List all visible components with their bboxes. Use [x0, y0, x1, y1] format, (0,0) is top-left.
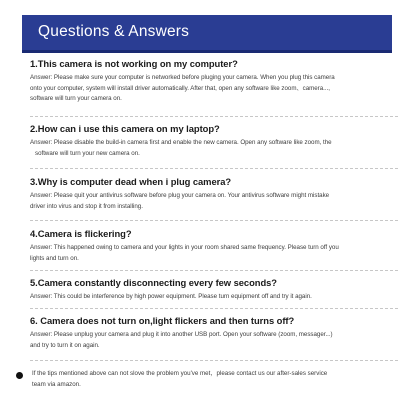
tip-line: If the tips mentioned above can not slove the problem you've met，please contact us our after-sales service: [32, 370, 328, 377]
faq-item-4: [30, 228, 402, 264]
faq-item-5: [30, 277, 402, 303]
faq-question: 3.Why is computer dead when i plug camera?: [30, 176, 232, 187]
faq-question: 1.This camera is not working on my computer?: [30, 58, 238, 69]
answer-line: Answer: Please make sure your computer is networked before pluging your camera. When you plug this camera: [30, 74, 335, 81]
tip-line: team via amazon.: [32, 381, 81, 388]
divider: [30, 308, 398, 309]
answer-line: Answer: This happened owing to camera and your lights in your room shared same frequency. Please turn off you: [30, 244, 339, 251]
faq-answer: [30, 292, 402, 303]
faq-answer: [30, 330, 402, 351]
divider: [30, 168, 398, 169]
faq-question: 2.How can i use this camera on my laptop?: [30, 123, 220, 134]
header-banner: [22, 15, 392, 53]
faq-answer: [30, 191, 402, 212]
page-title: Questions & Answers: [38, 23, 190, 40]
tip-text: [32, 368, 327, 390]
faq-answer: [30, 73, 402, 105]
faq-question: 6. Camera does not turn on,light flickers and then turns off?: [30, 315, 295, 326]
faq-item-2: [30, 123, 402, 159]
divider: [30, 116, 398, 117]
answer-line: lights and turn on.: [30, 254, 79, 262]
faq-question: 5.Camera constantly disconnecting every few seconds?: [30, 277, 277, 288]
faq-item-6: [30, 315, 402, 351]
divider: [30, 220, 398, 221]
faq-item-1: [30, 58, 402, 105]
answer-line: Answer: Please disable the build-in camera first and enable the new camera. Open any software like zoom, the: [30, 139, 332, 146]
answer-line: Answer: Please quit your antivirus software before plug your camera on. Your antivirus software might mistake: [30, 192, 330, 199]
faq-question: 4.Camera is flickering?: [30, 228, 132, 239]
answer-line: and try to turn it on again.: [30, 341, 100, 349]
bullet-dot-icon: [16, 372, 23, 379]
divider: [30, 360, 398, 361]
divider: [30, 270, 398, 271]
faq-answer: [30, 138, 402, 159]
answer-line: onto your computer, system will install driver automatically. After that, open any software like zoom、camera...,: [30, 84, 330, 92]
answer-line: software will turn your camera on.: [30, 95, 122, 103]
answer-line: software will turn your new camera on.: [35, 149, 140, 157]
answer-line: Answer: This could be interference by high power equipment. Please turn equipment off and try it again.: [30, 293, 312, 300]
answer-line: driver into virus and stop it from installing.: [30, 202, 143, 210]
faq-item-3: [30, 176, 402, 212]
faq-answer: [30, 243, 402, 264]
answer-line: Answer: Please unplug your camera and plug it into another USB port. Open your software (zoom, messager...): [30, 331, 333, 338]
